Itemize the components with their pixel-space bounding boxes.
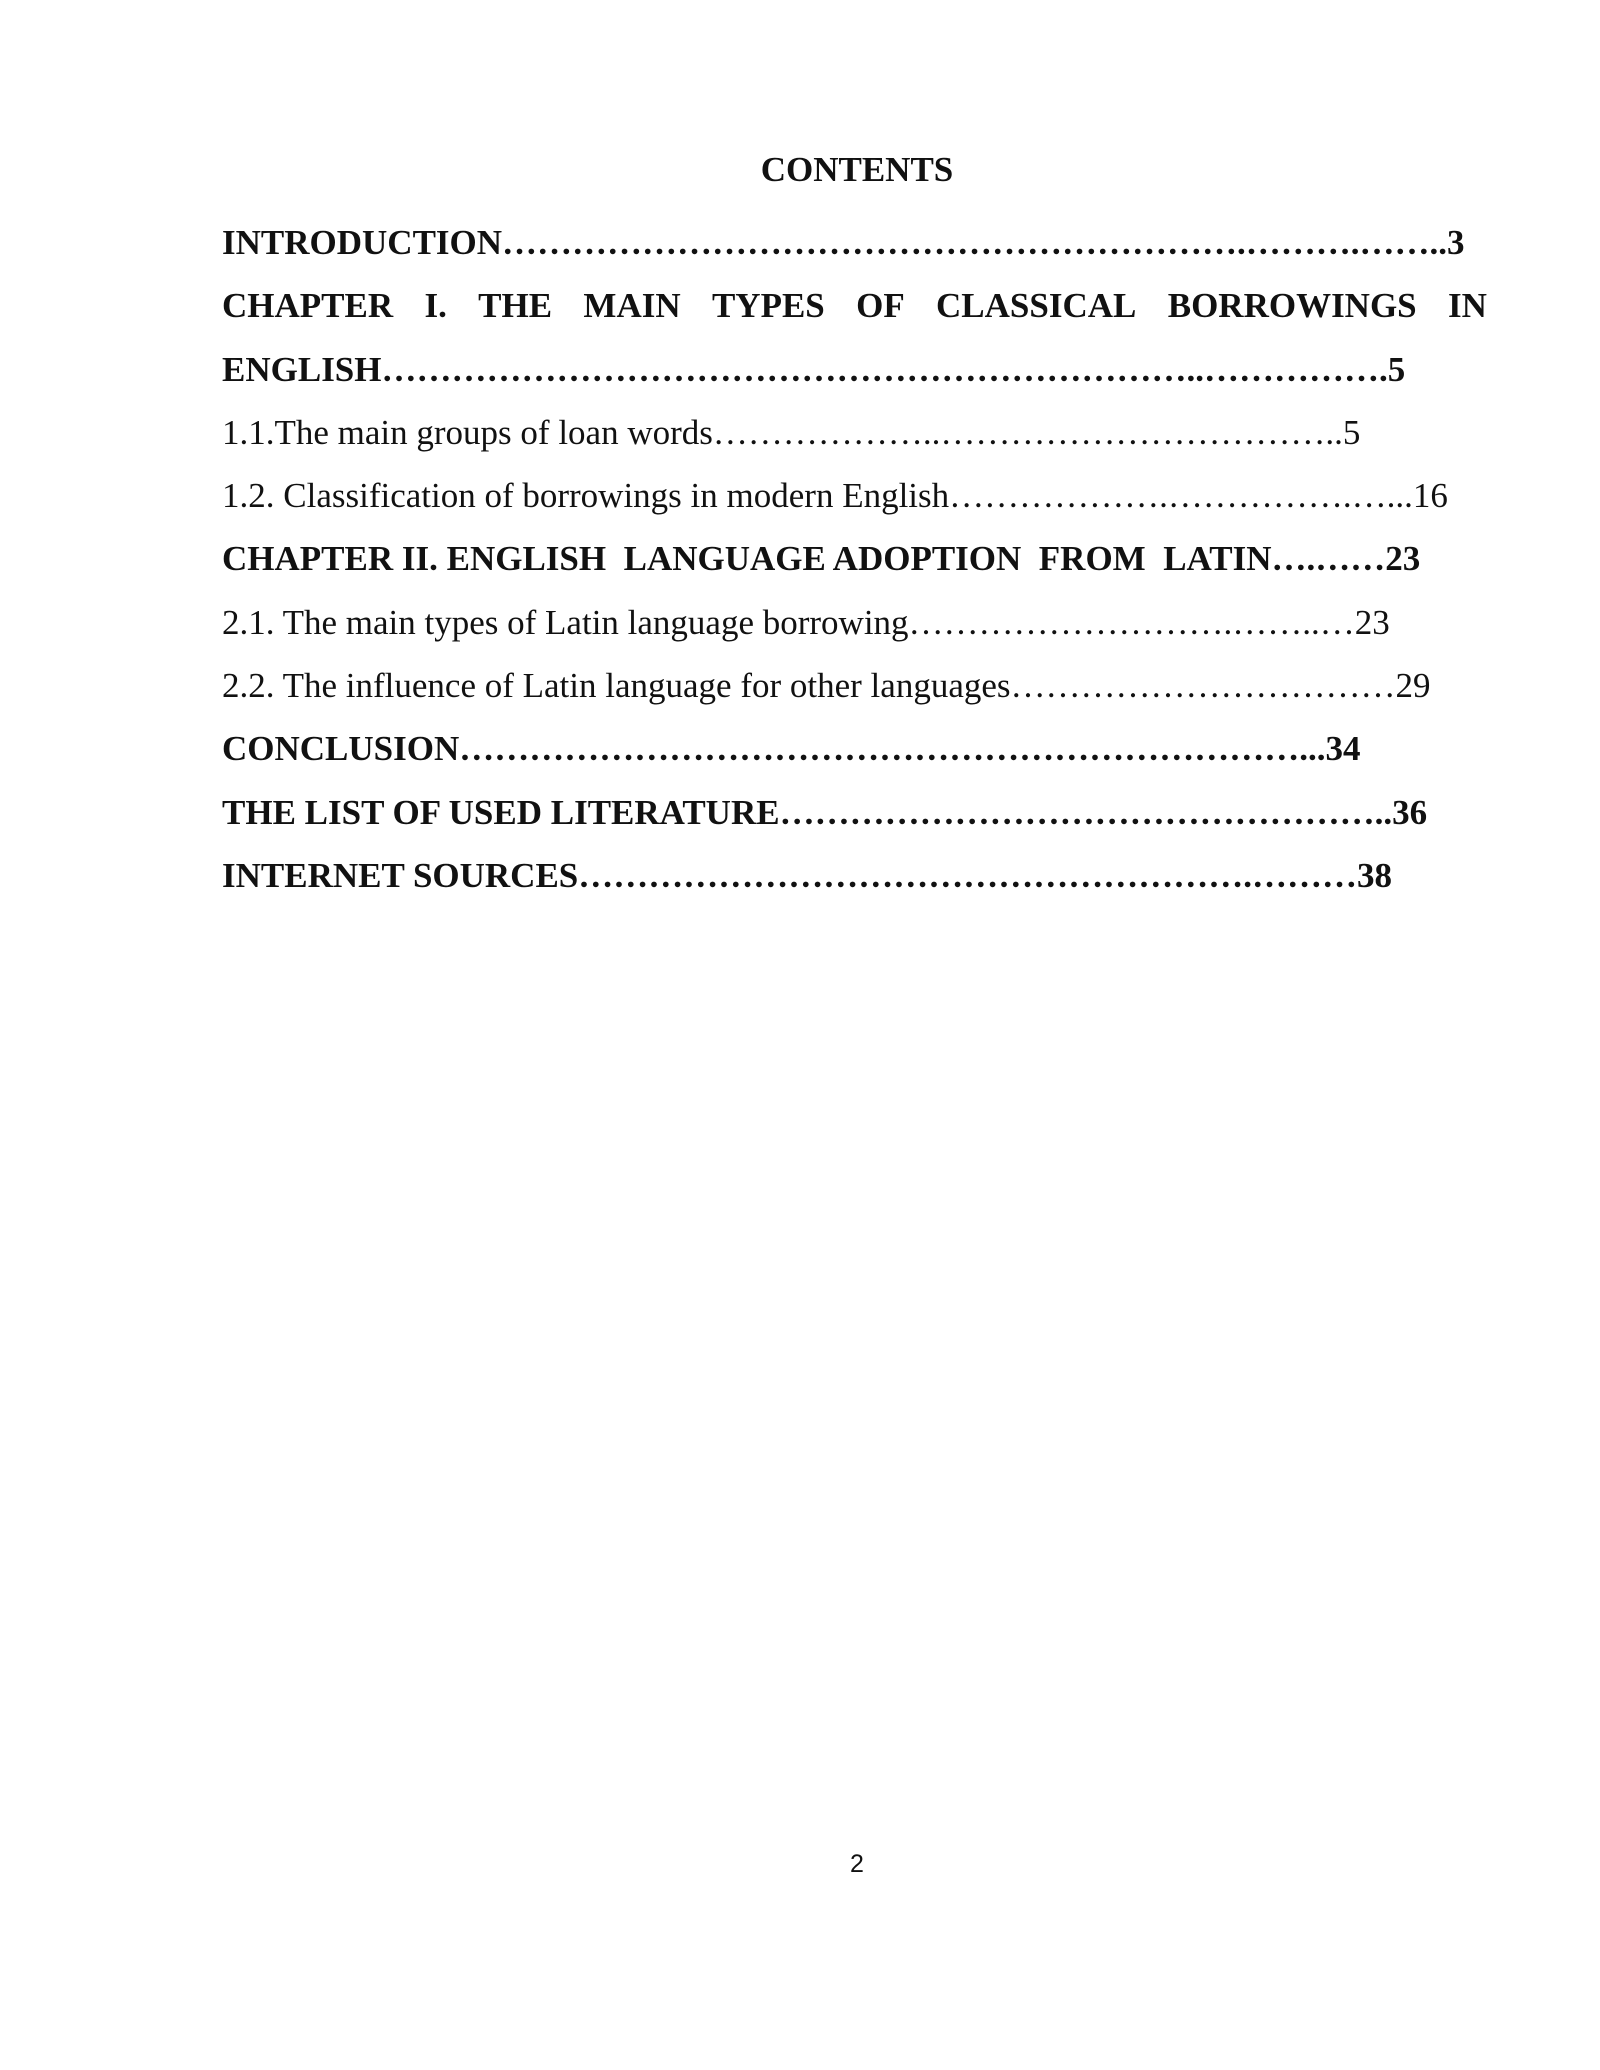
chapter-one-word: CLASSICAL: [936, 286, 1137, 326]
table-of-contents: [222, 211, 1487, 907]
chapter-one-word: I.: [424, 286, 447, 326]
toc-entry-conclusion: CONCLUSION………………………………………………………………...34: [222, 729, 1361, 769]
chapter-one-word: BORROWINGS: [1167, 286, 1417, 326]
chapter-one-word: CHAPTER: [222, 286, 394, 326]
toc-entry-literature: THE LIST OF USED LITERATURE……………………………………………..36: [222, 792, 1428, 832]
toc-entry-section-2-1: 2.1. The main types of Latin language borrowing……………………….……..…23: [222, 602, 1390, 642]
chapter-one-word: THE: [478, 286, 553, 326]
toc-heading: CONTENTS: [760, 150, 954, 189]
toc-entry-chapter-two: CHAPTER II. ENGLISH LANGUAGE ADOPTION FROM LATIN….……23: [222, 539, 1421, 579]
page-number: 2: [850, 1850, 864, 1878]
toc-entry-internet-sources: INTERNET SOURCES………………………………………………….………38: [222, 855, 1393, 895]
toc-entry-introduction: INTRODUCTION……………………………………………………….……….……..3: [222, 223, 1465, 262]
toc-entry-chapter-one-english: ENGLISH……………………………………………………………..…………….5: [222, 349, 1406, 389]
chapter-one-word: IN: [1447, 286, 1487, 326]
chapter-one-word: OF: [856, 286, 905, 326]
chapter-one-word: TYPES: [711, 286, 825, 326]
toc-entry-section-1-2: 1.2. Classification of borrowings in modern English……………….…………….…...16: [222, 476, 1448, 516]
toc-entry-section-1-1: 1.1.The main groups of loan words………………..……………………………..5: [222, 412, 1361, 452]
chapter-one-word: MAIN: [583, 286, 681, 326]
toc-entry-section-2-2: 2.2. The influence of Latin language for other languages……………………………29: [222, 666, 1431, 706]
toc-entry-chapter-one-title: [222, 274, 1487, 337]
